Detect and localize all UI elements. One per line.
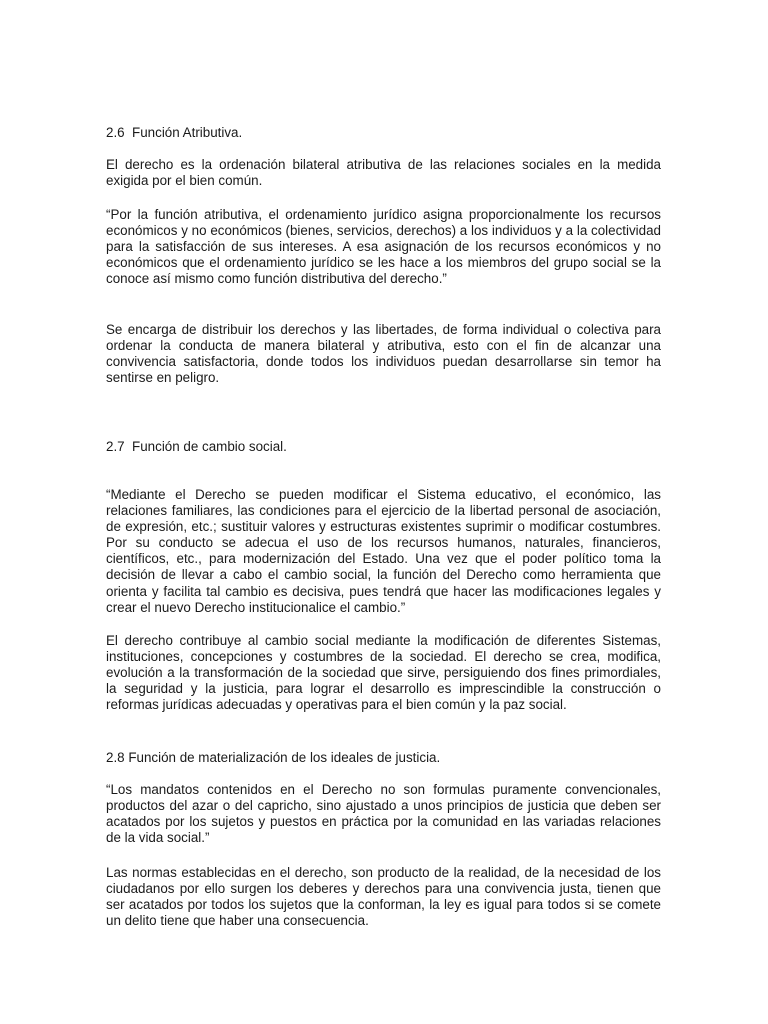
- paragraph-quote-cambio-social: “Mediante el Derecho se pueden modificar el Sistema educativo, el económico, las relaciones familiares, las condiciones para el ejercicio de la libertad personal de asociación, de expresión, etc.; sustituir valores y estructuras existentes suprimir o modificar costumbres. Por su conducto se adecua el uso de los recursos humanos, naturales, financieros, científicos, etc., para modernización del Estado. Una vez que el poder político toma la decisión de llevar a cabo el cambio social, la función del Derecho como herramienta que orienta y facilita tal cambio es decisiva, pues tendrá que hacer las modificaciones legales y crear el nuevo Derecho institucionalice el cambio.”: [106, 487, 661, 615]
- section-heading-2-6: 2.6 Función Atributiva.: [106, 125, 243, 140]
- paragraph-quote-atributiva: “Por la función atributiva, el ordenamiento jurídico asigna proporcionalmente los recursos económicos y no económicos (bienes, servicios, derechos) a los individuos y a la colectividad para la satisfacción de sus intereses. A esa asignación de los recursos económicos y no económicos que el ordenamiento jurídico se les hace a los miembros del grupo social se la conoce así mismo como función distributiva del derecho.”: [106, 207, 661, 287]
- paragraph-definition: El derecho es la ordenación bilateral atributiva de las relaciones sociales en la medida exigida por el bien común.: [106, 157, 661, 189]
- paragraph-quote-justicia: “Los mandatos contenidos en el Derecho no son formulas puramente convencionales, productos del azar o del capricho, sino ajustado a unos principios de justicia que deben ser acatados por los sujetos y puestos en práctica por la comunidad en las variadas relaciones de la vida social.”: [106, 782, 661, 846]
- section-heading-2-8: 2.8 Función de materialización de los ideales de justicia.: [106, 750, 441, 765]
- paragraph-cambio-social: El derecho contribuye al cambio social mediante la modificación de diferentes Sistemas, instituciones, concepciones y costumbres de la sociedad. El derecho se crea, modifica, evolución a la transformación de la sociedad que sirve, persiguiendo dos fines primordiales, la seguridad y la justicia, para lograr el desarrollo es imprescindible la construcción o reformas jurídicas adecuadas y operativas para el bien común y la paz social.: [106, 633, 661, 713]
- section-heading-2-7: 2.7 Función de cambio social.: [106, 439, 287, 454]
- paragraph-normas: Las normas establecidas en el derecho, son producto de la realidad, de la necesidad de los ciudadanos por ello surgen los deberes y derechos para una convivencia justa, tienen que ser acatados por todos los sujetos que la conforman, la ley es igual para todos si se comete un delito tiene que haber una consecuencia.: [106, 865, 661, 929]
- paragraph-distribution: Se encarga de distribuir los derechos y las libertades, de forma individual o colectiva para ordenar la conducta de manera bilateral y atributiva, esto con el fin de alcanzar una convivencia satisfactoria, donde todos los individuos puedan desarrollarse sin temor ha sentirse en peligro.: [106, 322, 661, 386]
